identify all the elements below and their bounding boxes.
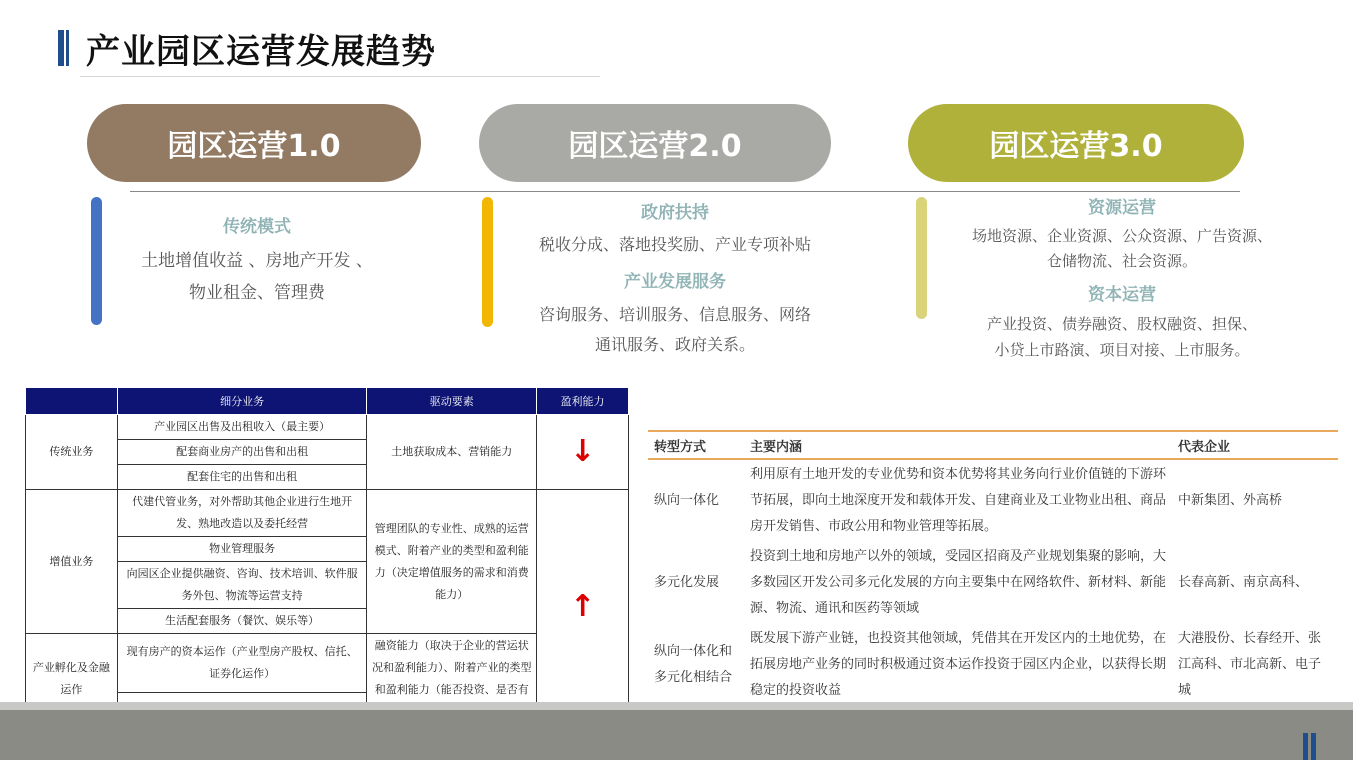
type-cell: 多元化发展 xyxy=(654,575,720,590)
stage-2-text: 咨询服务、培训服务、信息服务、网络 xyxy=(538,305,811,324)
segment-cell: 产业园区出售及出租收入（最主要） xyxy=(117,415,367,440)
segment-cell: 代建代管业务，对外帮助其他企业进行生地开发、熟地改造以及委托经营 xyxy=(117,490,367,537)
group-name: 增值业务 xyxy=(26,490,118,634)
table-row xyxy=(26,490,629,537)
stage-3-text: 小贷上市路演、项目对接、上市服务。 xyxy=(994,341,1250,359)
table-row xyxy=(648,459,1338,542)
driver-cell: 融资能力（取决于企业的营运状况和盈利能力）、附着产业的类型和盈利能力（能否投资、是否有 xyxy=(367,634,537,725)
stage-2-heading: 产业发展服务 xyxy=(624,272,726,292)
table-header-cell xyxy=(26,388,118,415)
table-header-cell: 转型方式 xyxy=(648,431,744,459)
table-header-row xyxy=(648,431,1338,459)
footer-band xyxy=(0,702,1353,710)
stage-3-content xyxy=(937,193,1307,363)
stage-1-text: 物业租金、管理费 xyxy=(189,283,325,303)
firms-cell: 长春高新、南京高科、 xyxy=(1178,575,1309,590)
table-row xyxy=(26,415,629,440)
segment-cell: 向园区企业提供融资、咨询、技术培训、软件服务外包、物流等运营支持 xyxy=(117,562,367,609)
stage-2-bar xyxy=(482,197,493,327)
up-arrow-icon: ↑ xyxy=(537,490,629,725)
stage-pill-1: 园区运营1.0 xyxy=(87,104,421,182)
group-name: 传统业务 xyxy=(26,415,118,490)
segment-cell: 现有房产的资本运作（产业型房产股权、信托、证券化运作） xyxy=(117,634,367,693)
content-cell: 投资到土地和房地产以外的领域，受园区招商及产业规划集聚的影响，大多数园区开发公司多元化发展的方向主要集中在网络软件、新材料、新能源、物流、通讯和医药等领域 xyxy=(750,549,1167,616)
stage-2-text: 通讯服务、政府关系。 xyxy=(594,335,755,354)
type-cell: 纵向一体化和多元化相结合 xyxy=(648,624,744,707)
segment-cell: 配套住宅的出售和出租 xyxy=(117,465,367,490)
driver-cell: 土地获取成本、营销能力 xyxy=(367,415,537,490)
table-row xyxy=(648,542,1338,624)
table-header-cell: 主要内涵 xyxy=(744,431,1172,459)
stage-3-bar xyxy=(916,197,927,319)
stage-3-text: 产业投资、债券融资、股权融资、担保、 xyxy=(986,315,1257,333)
stage-3-heading: 资本运营 xyxy=(1088,285,1156,305)
stage-pill-3: 园区运营3.0 xyxy=(908,104,1244,182)
footer-accent-bar xyxy=(1303,733,1308,760)
business-table xyxy=(25,387,629,725)
page-title: 产业园区运营发展趋势 xyxy=(86,32,436,72)
segment-cell: 生活配套服务（餐饮、娱乐等） xyxy=(117,609,367,634)
stage-1-content xyxy=(112,212,402,309)
stage-2-content xyxy=(505,198,845,360)
timeline-line xyxy=(130,191,1240,192)
stage-1-bar xyxy=(91,197,102,325)
title-accent-bar xyxy=(66,30,69,66)
stage-2-text: 税收分成、落地投奖励、产业专项补贴 xyxy=(538,235,811,254)
content-cell: 利用原有土地开发的专业优势和资本优势将其业务向行业价值链的下游环节拓展，即向土地深度开发和载体开发、自建商业及工业物业出租、商品房开发销售、市政公用和物业管理等拓展。 xyxy=(750,467,1167,534)
table-header-cell: 盈利能力 xyxy=(537,388,629,415)
table-row xyxy=(648,624,1338,707)
stage-3-text: 场地资源、企业资源、公众资源、广告资源、 xyxy=(971,227,1272,245)
segment-cell: 配套商业房产的出售和出租 xyxy=(117,440,367,465)
group-name: 产业孵化及金融运作 xyxy=(26,634,118,725)
down-arrow-icon: ↓ xyxy=(537,415,629,490)
type-cell: 纵向一体化 xyxy=(654,493,720,508)
table-header-cell: 细分业务 xyxy=(117,388,367,415)
transformation-table xyxy=(648,430,1338,708)
stage-pill-2: 园区运营2.0 xyxy=(479,104,831,182)
stage-3-heading: 资源运营 xyxy=(1088,198,1156,218)
footer-accent-bar xyxy=(1311,733,1316,760)
stage-1-text: 土地增值收益 、房地产开发 、 xyxy=(141,251,373,271)
stage-2-heading: 政府扶持 xyxy=(641,203,709,223)
stage-3-text: 仓储物流、社会资源。 xyxy=(1046,252,1197,270)
table-header-cell: 代表企业 xyxy=(1172,431,1338,459)
firms-cell: 大港股份、长春经开、张江高科、市北高新、电子城 xyxy=(1172,624,1338,707)
segment-cell: 物业管理服务 xyxy=(117,537,367,562)
table-header-cell: 驱动要素 xyxy=(367,388,537,415)
content-cell: 既发展下游产业链，也投资其他领域，凭借其在开发区内的土地优势，在拓展房地产业务的同时积极通过资本运作投资于园区内企业，以获得长期稳定的投资收益 xyxy=(744,624,1172,707)
driver-cell: 管理团队的专业性、成熟的运营模式、附着产业的类型和盈利能力（决定增值服务的需求和消费能力） xyxy=(367,490,537,634)
title-divider xyxy=(80,76,600,77)
footer-band xyxy=(0,710,1353,760)
title-accent-bar xyxy=(58,30,64,66)
firms-cell: 中新集团、外高桥 xyxy=(1178,493,1283,508)
table-header-row xyxy=(26,388,629,415)
stage-1-heading: 传统模式 xyxy=(223,217,291,237)
